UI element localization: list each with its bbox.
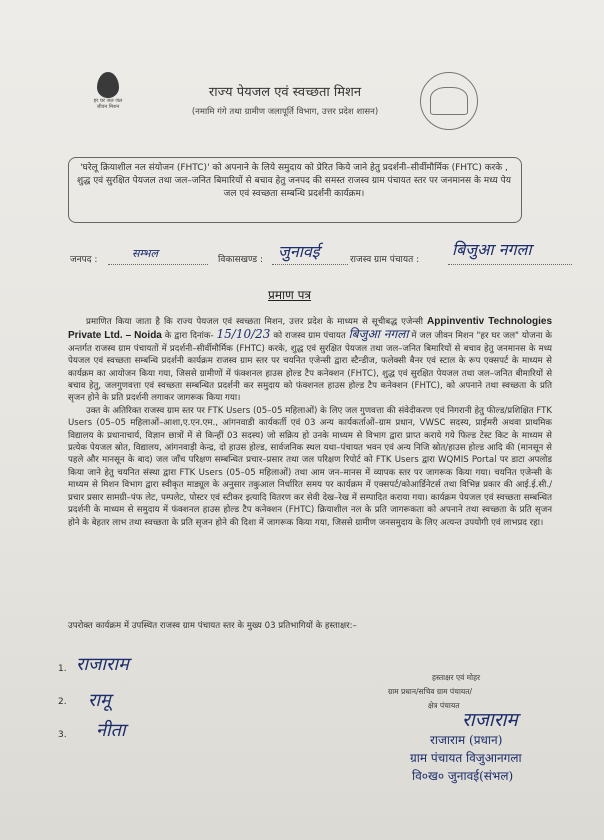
panchayat-label: राजस्व ग्राम पंचायत :: [350, 255, 420, 265]
authority-line-1: हस्ताक्षर एवं मोहर: [432, 673, 481, 682]
p1-rest: में जल जीवन मिशन "हर घर जल" योजना के अन्तर्गत राजस्व ग्राम पंचायतों में प्रदर्शनी–सीर्वीमौर्मिक (FHTC) करके, शुद्ध एवं सुरक्षित पेयजल तथा जल–जनित बिमारियों से बचाव हेतु जनमानस के मध्य पेयजल एवं स्वच्छता सम्बन्धि प्रदर्शनी कार्यक्रम राजस्व ग्राम स्तर पर चयनित एजेन्सी द्वारा स्टैन्डीज, फलेक्सी बैनर एवं स्टाल के रूप एक्सपर्ट के माध्यम से कार्यक्रम का आयोजन किया गया, जिससे ग्रामीणों में फंक्शनल हाउस होल्ड टैप कनेक्शन (FHTC), शुद्ध एवं सुरक्षित पेयजल तथा जल–जनित बीमारियों से बचाव हेतु, जलगुणवत्ता एवं स्वच्छता सम्बन्धित प्रदर्शनी कर समुदाय को फंक्शनल हाउस होल्ड टैप कनेक्शन (FHTC), को अपनाने तथा स्वच्छता के प्रति सृजन होने के प्रति प्रदर्शनी लगाकर जागरूक किया गया।: [68, 331, 553, 404]
village-name: बिजुआ नगला: [348, 327, 409, 342]
jal-jeevan-mission-logo: [88, 72, 128, 124]
authority-line-2: ग्राम प्रधान/सचिव ग्राम पंचायत/: [388, 687, 473, 696]
district-value: सम्भल: [132, 247, 158, 260]
program-date: 15/10/23: [216, 327, 271, 342]
up-government-emblem-icon: [420, 72, 478, 130]
authority-line-3: क्षेत्र पंचायत: [428, 701, 460, 710]
participants-heading: उपरोक्त कार्यक्रम में उपस्थित राजस्व ग्राम पंचायत स्तर के मुख्य 03 प्रतिभागियों के हस्ताक्षर:–: [68, 621, 357, 631]
district-label: जनपद :: [70, 255, 98, 265]
emblem-bow-icon: [430, 87, 468, 115]
participant-3-number: 3.: [58, 730, 67, 740]
block-label: विकासखण्ड :: [218, 255, 264, 265]
paragraph-2: उक्त के अतिरिक्त राजस्व ग्राम स्तर पर FTK Users (05–05 महिलाओं) के लिए जल गुणवत्ता की संवेदीकरण एवं निगरानी हेतु फील्ड/प्रशिक्षित FTK Users (05–05 महिलाओं–आशा,ए.एन.एम., आंगनवाडी कार्यकर्ती एवं 03 अन्य कार्यकर्ताओं–ग्राम प्रधान, VWSC सदस्य, प्राईमरी अथवा प्राथमिक विद्यालय के प्रधानाचार्य, विज्ञान छात्रों में से किन्हीं 03 सदस्य) जो सक्रिय हो उनके माध्यम से विभाग द्वारा प्राप्त कराये गये फिल्ड टेस्ट किट के माध्यम से प्रत्येक पेयजल स्रोत, विद्यालय, आंगनवाड़ी केन्द्र, दो हाउस होल्ड, सार्वजनिक स्थल यथा–पंचायत भवन एवं अन्य निजि स्रोत/हाउस होल्ड आदि की (मानसून से पहले और मानसून के बाद) जल जाँच परिक्षण सम्बन्धित प्रचार–प्रसार तथा जल परिक्षण रिपोर्ट को FTK Users द्वारा WQMIS Portal पर डाटा अपलोड किया जाने हेतु चयनित संस्था द्वारा FTK Users (05–05 महिलाओं) तथा आम जन–मानस में व्यापक स्तर पर जागरूक किया गया। चयनित एजेन्सी के माध्यम से मिशन विभाग द्वारा स्वीकृत माड्यूल के अनुसार तकुआल निर्धारित समय पर कार्यक्रम में एक्सपर्ट/कोआर्डिनेटर्स तथा विभिन्न प्रकार की आई.ई.सी./प्रचार प्रसार सामग्री–पंफ लेट, पम्पलेट, पोस्टर एवं स्टीकर इत्यादि वितरण कर सेवी देख–रेख में सम्पादित कराया गया। कार्यक्रम पेयजल एवं स्वच्छता सम्बन्धित प्रदर्शनी के माध्यम से समुदाय में फंक्शनल हाउस होल्ड टैप कनेक्शन (FHTC) क्रियाशील नल के प्रति जागरूकता को अपनाने तथा स्वच्छता के प्रति सृजन होने के बेहतर लाभ तथा स्वच्छता के प्रति सृजन होने की दिशा में जागरूक किया गया, जिससे ग्रामीण जनसमुदाय के लिए अत्यन्त उपयोगी एवं लाभप्रद रहा।: [68, 405, 552, 528]
participant-2-signature: रामू: [88, 690, 111, 711]
participant-2-number: 2.: [58, 697, 67, 707]
stamp-village: ग्राम पंचायत विजुआनगला: [410, 751, 522, 765]
program-description-text: 'घरेलू क्रियाशील नल संयोजन (FHTC)' को अपनाने के लिये समुदाय को प्रेरित किये जाने हेतु प्रदर्शनी–सीर्वीमौर्मिक (FHTC) करके , शुद्ध एवं सुरक्षित पेयजल तथा जल–जनित बिमारियों से बचाव हेतु जनपद की समस्त राजस्व ग्राम पंचायत स्तर पर जनमानस के मध्य पेय जल एवं स्वच्छता सम्बन्धि प्रदर्शनी कार्यक्रम।: [77, 163, 511, 199]
water-drop-icon: [97, 72, 119, 98]
participant-3-signature: नीता: [96, 720, 126, 741]
header-subtitle: (नमामि गंगे तथा ग्रामीण जलापूर्ति विभाग, उत्तर प्रदेश शासन): [191, 107, 379, 117]
header-title: राज्य पेयजल एवं स्वच्छता मिशन: [208, 85, 362, 100]
certificate-title: प्रमाण पत्र: [268, 288, 312, 302]
participant-1-number: 1.: [58, 664, 67, 674]
stamp-block: वि०ख० जुनावई(संभल): [412, 769, 514, 783]
block-value: जुनावई: [278, 242, 320, 261]
p1-mid: के द्वारा दिनांक-: [164, 331, 214, 342]
logo-caption: हर घर जल जल जीवन मिशन: [93, 98, 123, 110]
panchayat-value: बिजुआ नगला: [452, 240, 532, 259]
district-line: [108, 252, 208, 265]
authority-signature: राजाराम: [462, 709, 518, 731]
stamp-name: राजाराम (प्रधान): [430, 733, 503, 747]
agency-name: Appinventiv Technologies Private Ltd. – Noida: [68, 316, 553, 342]
participant-1-signature: राजाराम: [76, 654, 129, 675]
p1-mid2: को राजस्व ग्राम पंचायत: [273, 331, 346, 342]
certificate-body: [68, 316, 552, 529]
p1-start: प्रमाणित किया जाता है कि राज्य पेयजल एवं स्वच्छता मिशन, उत्तर प्रदेश के माध्यम से सूचीबद्ध एजेन्सी: [86, 317, 423, 327]
paragraph-1: [68, 316, 552, 405]
